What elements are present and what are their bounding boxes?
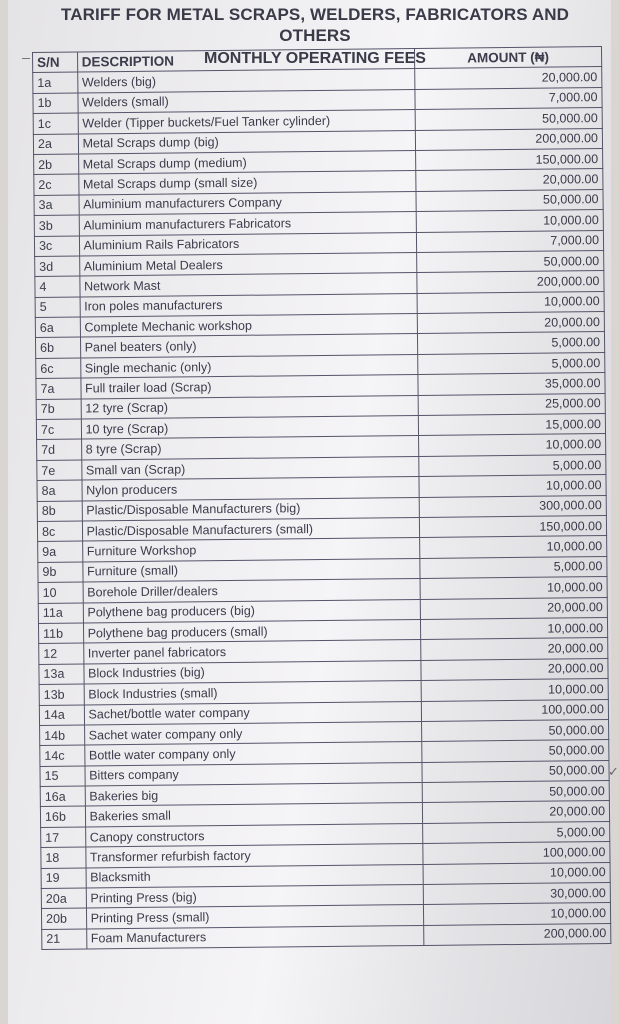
amount-cell: 50,000.00 <box>422 719 609 741</box>
description-cell: Metal Scraps dump (big) <box>78 130 416 154</box>
document-page <box>8 0 619 1024</box>
column-header-sn: S/N <box>33 52 78 73</box>
amount-cell: 300,000.00 <box>419 495 606 517</box>
title-line-2: MONTHLY OPERATING FEES <box>204 49 426 67</box>
amount-cell: 35,000.00 <box>418 373 605 395</box>
sn-cell: 15 <box>40 766 85 787</box>
sn-cell: 14b <box>40 725 85 746</box>
sn-cell: 14c <box>40 745 85 766</box>
sn-cell: 13a <box>39 664 84 685</box>
description-cell: Aluminium Rails Fabricators <box>79 232 417 256</box>
sn-cell: 1b <box>33 93 78 114</box>
amount-cell: 10,000.00 <box>419 434 606 456</box>
sn-cell: 6c <box>36 358 81 379</box>
description-cell: Polythene bag producers (big) <box>83 599 421 623</box>
amount-cell: 20,000.00 <box>415 67 602 89</box>
amount-cell: 5,000.00 <box>419 454 606 476</box>
description-cell: Welders (big) <box>77 69 415 93</box>
sn-cell: 9b <box>38 562 83 583</box>
description-cell: Small van (Scrap) <box>81 456 419 480</box>
sn-cell: 7d <box>37 439 82 460</box>
amount-cell: 25,000.00 <box>418 393 605 415</box>
description-cell: Full trailer load (Scrap) <box>80 375 418 399</box>
description-cell: Blacksmith <box>86 864 424 888</box>
description-cell: 12 tyre (Scrap) <box>81 395 419 419</box>
amount-cell: 50,000.00 <box>422 760 609 782</box>
sn-cell: 3b <box>34 215 79 236</box>
sn-cell: 9a <box>38 541 83 562</box>
sn-cell: 16b <box>40 806 85 827</box>
amount-cell: 20,000.00 <box>420 597 607 619</box>
sn-cell: 2b <box>34 154 79 175</box>
amount-cell: 50,000.00 <box>422 740 609 762</box>
description-cell: Furniture (small) <box>82 558 420 582</box>
sn-cell: 2a <box>33 134 78 155</box>
amount-cell: 5,000.00 <box>420 556 607 578</box>
description-cell: Metal Scraps dump (small size) <box>78 171 416 195</box>
description-cell: Inverter panel fabricators <box>83 640 421 664</box>
amount-cell: 10,000.00 <box>420 536 607 558</box>
description-cell: Plastic/Disposable Manufacturers (big) <box>82 497 420 521</box>
amount-cell: 20,000.00 <box>422 801 609 823</box>
description-cell: Panel beaters (only) <box>80 334 418 358</box>
sn-cell: 7b <box>36 399 81 420</box>
description-cell: Sachet/bottle water company <box>84 701 422 725</box>
description-cell: Network Mast <box>79 273 417 297</box>
description-cell: Canopy constructors <box>85 823 423 847</box>
sn-cell: 6a <box>35 317 80 338</box>
sn-cell: 11b <box>38 623 83 644</box>
amount-cell: 10,000.00 <box>423 903 610 925</box>
amount-cell: 10,000.00 <box>419 475 606 497</box>
description-cell: Printing Press (small) <box>86 905 424 929</box>
description-cell: Foam Manufacturers <box>86 925 424 949</box>
description-cell: Plastic/Disposable Manufacturers (small) <box>82 517 420 541</box>
sn-cell: 13b <box>39 684 84 705</box>
description-cell: Aluminium manufacturers Company <box>79 191 417 215</box>
sn-cell: 1c <box>33 113 78 134</box>
tariff-table <box>32 46 611 950</box>
description-cell: Polythene bag producers (small) <box>83 619 421 643</box>
sn-cell: 6b <box>35 337 80 358</box>
sn-cell: 17 <box>41 827 86 848</box>
sn-cell: 7c <box>36 419 81 440</box>
amount-cell: 20,000.00 <box>421 638 608 660</box>
sn-cell: 4 <box>35 276 80 297</box>
description-cell: Single mechanic (only) <box>80 354 418 378</box>
description-cell: Welders (small) <box>78 89 416 113</box>
sn-cell: 7e <box>37 460 82 481</box>
sn-cell: 20b <box>41 908 86 929</box>
sn-cell: 8b <box>37 501 82 522</box>
margin-dash <box>22 58 30 59</box>
sn-cell: 7a <box>36 378 81 399</box>
description-cell: Iron poles manufacturers <box>80 293 418 317</box>
amount-cell: 5,000.00 <box>423 821 610 843</box>
description-cell: Transformer refurbish factory <box>85 844 423 868</box>
description-cell: Aluminium Metal Dealers <box>79 252 417 276</box>
amount-cell: 200,000.00 <box>415 128 602 150</box>
description-cell: 10 tyre (Scrap) <box>81 416 419 440</box>
amount-cell: 5,000.00 <box>418 352 605 374</box>
description-cell: Furniture Workshop <box>82 538 420 562</box>
column-header-description: DESCRIPTION <box>77 48 415 72</box>
column-header-amount: AMOUNT (₦) <box>414 47 601 69</box>
sn-cell: 3d <box>35 256 80 277</box>
description-cell: Sachet water company only <box>84 721 422 745</box>
sn-cell: 2c <box>34 174 79 195</box>
amount-cell: 7,000.00 <box>416 230 603 252</box>
amount-cell: 10,000.00 <box>420 577 607 599</box>
amount-cell: 200,000.00 <box>417 271 604 293</box>
amount-cell: 50,000.00 <box>417 250 604 272</box>
sn-cell: 16a <box>40 786 85 807</box>
description-cell: Bakeries small <box>85 803 423 827</box>
amount-cell: 20,000.00 <box>417 312 604 334</box>
amount-cell: 50,000.00 <box>422 781 609 803</box>
amount-cell: 150,000.00 <box>419 515 606 537</box>
amount-cell: 100,000.00 <box>421 699 608 721</box>
sn-cell: 14a <box>39 704 84 725</box>
description-cell: Complete Mechanic workshop <box>80 314 418 338</box>
amount-cell: 10,000.00 <box>416 210 603 232</box>
amount-cell: 10,000.00 <box>420 617 607 639</box>
table-body <box>33 67 611 950</box>
description-cell: Welder (Tipper buckets/Fuel Tanker cylinder) <box>78 110 416 134</box>
sn-cell: 8a <box>37 480 82 501</box>
sn-cell: 5 <box>35 297 80 318</box>
amount-cell: 20,000.00 <box>416 169 603 191</box>
sn-cell: 10 <box>38 582 83 603</box>
description-cell: 8 tyre (Scrap) <box>81 436 419 460</box>
description-cell: Metal Scraps dump (medium) <box>78 150 416 174</box>
amount-cell: 20,000.00 <box>421 658 608 680</box>
title-line-1: TARIFF FOR METAL SCRAPS, WELDERS, FABRICATORS AND OTHERS <box>61 5 569 46</box>
sn-cell: 8c <box>37 521 82 542</box>
sn-cell: 20a <box>41 888 86 909</box>
description-cell: Nylon producers <box>82 477 420 501</box>
sn-cell: 19 <box>41 868 86 889</box>
sn-cell: 18 <box>41 847 86 868</box>
description-cell: Borehole Driller/dealers <box>83 579 421 603</box>
sn-cell: 21 <box>42 929 87 950</box>
amount-cell: 10,000.00 <box>423 862 610 884</box>
amount-cell: 50,000.00 <box>415 108 602 130</box>
sn-cell: 12 <box>39 643 84 664</box>
description-cell: Bitters company <box>85 762 423 786</box>
sn-cell: 11a <box>38 603 83 624</box>
check-mark: ✓ <box>608 765 619 780</box>
amount-cell: 7,000.00 <box>415 87 602 109</box>
description-cell: Aluminium manufacturers Fabricators <box>79 212 417 236</box>
sn-cell: 1a <box>33 72 78 93</box>
amount-cell: 50,000.00 <box>416 189 603 211</box>
amount-cell: 200,000.00 <box>424 923 611 945</box>
amount-cell: 10,000.00 <box>421 679 608 701</box>
description-cell: Printing Press (big) <box>86 884 424 908</box>
description-cell: Bakeries big <box>85 783 423 807</box>
sn-cell: 3c <box>34 236 79 257</box>
sn-cell: 3a <box>34 195 79 216</box>
description-cell: Block Industries (small) <box>84 681 422 705</box>
description-cell: Block Industries (big) <box>83 660 421 684</box>
amount-cell: 100,000.00 <box>423 842 610 864</box>
amount-cell: 15,000.00 <box>418 414 605 436</box>
amount-cell: 5,000.00 <box>417 332 604 354</box>
amount-cell: 150,000.00 <box>416 148 603 170</box>
description-cell: Bottle water company only <box>84 742 422 766</box>
amount-cell: 30,000.00 <box>423 883 610 905</box>
amount-cell: 10,000.00 <box>417 291 604 313</box>
